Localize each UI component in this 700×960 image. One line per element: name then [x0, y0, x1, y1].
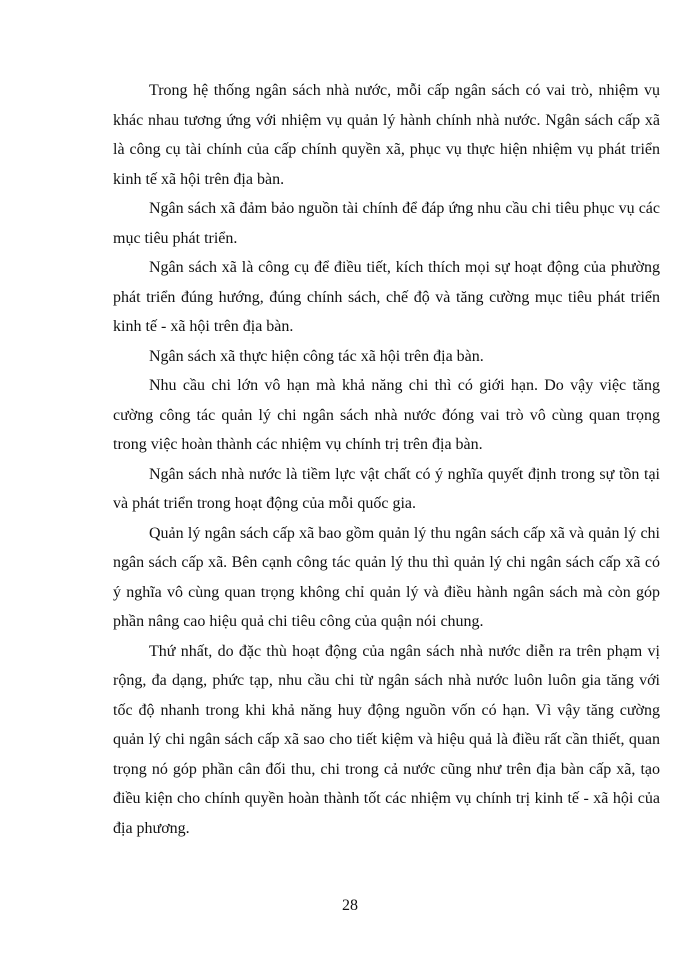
page-number: 28	[342, 897, 358, 914]
paragraph-social-work: Ngân sách xã thực hiện công tác xã hội trên địa bàn.	[149, 347, 484, 365]
paragraph-material-potential: Ngân sách nhà nước là tiềm lực vật chất có ý nghĩa quyết định trong sự tồn tại và phát triển trong hoạt động của mỗi quốc gia.	[113, 465, 660, 512]
paragraph-budget-system: Trong hệ thống ngân sách nhà nước, mỗi cấp ngân sách có vai trò, nhiệm vụ khác nhau tương ứng với nhiệm vụ quản lý hành chính nhà nước. Ngân sách cấp xã là công cụ tài chính của cấp chính quyền xã, phục vụ thực hiện nhiệm vụ phát triển kinh tế xã hội trên địa bàn.	[113, 82, 660, 188]
paragraph-first-reason: Thứ nhất, do đặc thù hoạt động của ngân sách nhà nước diễn ra trên phạm vị rộng, đa dạng, phức tạp, nhu cầu chi từ ngân sách nhà nước luôn luôn gia tăng với tốc độ nhanh trong khi khả năng huy động nguồn vốn có hạn. Vì vậy tăng cường quản lý chi ngân sách cấp xã sao cho tiết kiệm và hiệu quả là điều rất cần thiết, quan trọng nó góp phần cân đối thu, chi trong cả nước cũng như trên địa bàn cấp xã, tạo điều kiện cho chính quyền hoàn thành tốt các nhiệm vụ chính trị kinh tế - xã hội của địa phương.	[113, 642, 660, 837]
paragraph-budget-management: Quản lý ngân sách cấp xã bao gồm quản lý thu ngân sách cấp xã và quản lý chi ngân sách cấp xã. Bên cạnh công tác quản lý thu thì quản lý chi ngân sách cấp xã có ý nghĩa vô cùng quan trọng không chỉ quản lý và điều hành ngân sách mà còn góp phần nâng cao hiệu quả chi tiêu công của quận nói chung.	[113, 524, 660, 630]
document-body	[113, 76, 660, 843]
paragraph-spending-needs: Nhu cầu chi lớn vô hạn mà khả năng chi thì có giới hạn. Do vậy việc tăng cường công tác quản lý chi ngân sách nhà nước đóng vai trò vô cùng quan trọng trong việc hoàn thành các nhiệm vụ chính trị trên địa bàn.	[113, 377, 660, 453]
paragraph-financial-source: Ngân sách xã đảm bảo nguồn tài chính để đáp ứng nhu cầu chi tiêu phục vụ các mục tiêu phát triển.	[113, 200, 660, 247]
paragraph-regulation-tool: Ngân sách xã là công cụ để điều tiết, kích thích mọi sự hoạt động của phường phát triển đúng hướng, đúng chính sách, chế độ và tăng cường mục tiêu phát triển kinh tế - xã hội trên địa bàn.	[113, 259, 660, 335]
